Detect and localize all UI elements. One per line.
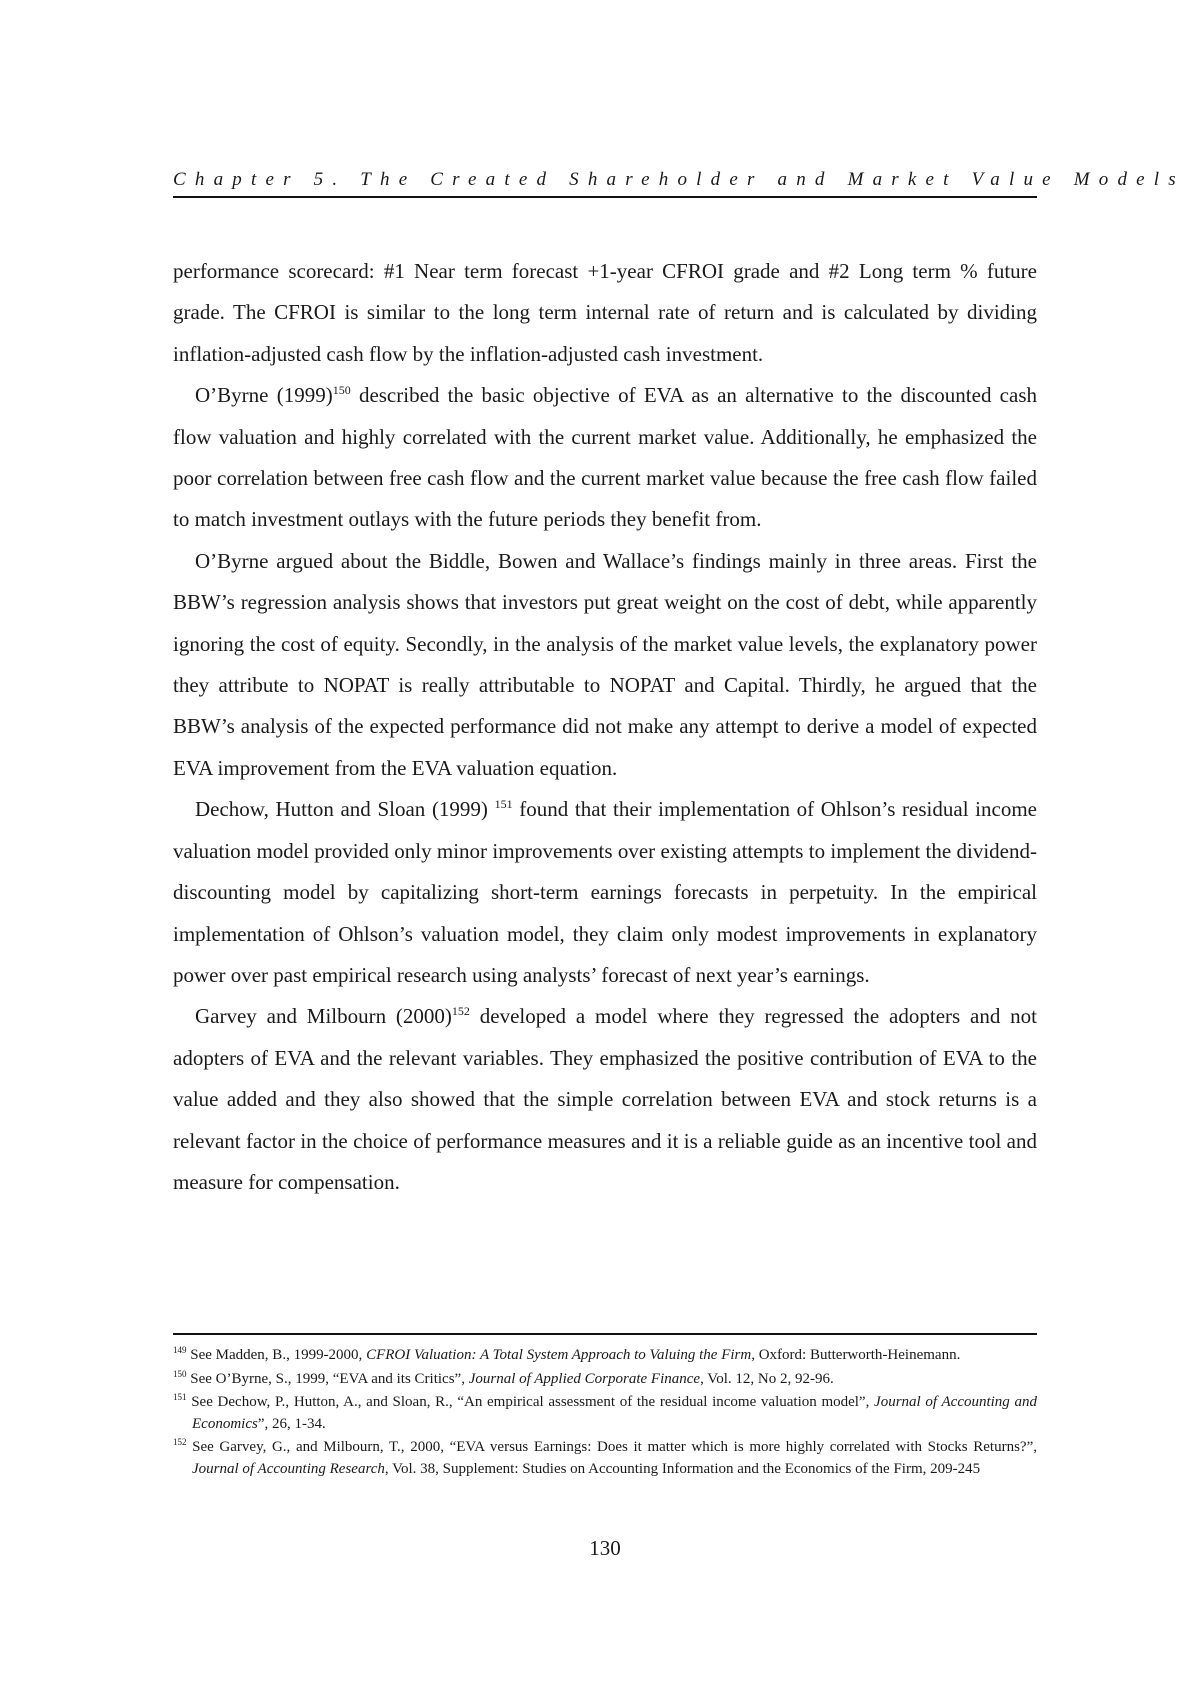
footnote-source-title: Journal of Accounting Research [192, 1460, 385, 1477]
footnote-text: See Dechow, P., Hutton, A., and Sloan, R., “An empirical assessment of the residual income valuation model”, [186, 1394, 875, 1410]
footnote-text: See Garvey, G., and Milbourn, T., 2000, “EVA versus Earnings: Does it matter which is more highly correlated with Stocks Returns?”, [186, 1439, 1037, 1455]
footnote-source-title: Journal of Applied Corporate Finance [468, 1370, 701, 1387]
paragraph-4 [173, 789, 1037, 996]
footnotes [173, 1345, 1037, 1482]
paragraph-4-lead: Dechow, Hutton and Sloan (1999) [195, 797, 495, 822]
footnote-text: See O’Byrne, S., 1999, “EVA and its Critics”, [186, 1370, 469, 1387]
footnote-rule [173, 1333, 1037, 1335]
paragraph-4-text: found that their implementation of Ohlson’s residual income valuation model provided only minor improvements over existing attempts to implement the dividend-discounting model by capitalizing short-term earnings forecasts in perpetuity. In the empirical implementation of Ohlson’s valuation model, they claim only modest improvements in explanatory power over past empirical research using analysts’ forecast of next year’s earnings. [173, 797, 1037, 987]
footnote-151 [173, 1392, 1037, 1435]
paragraph-5-lead: Garvey and Milbourn (2000) [195, 1004, 452, 1029]
document-page [173, 0, 1185, 1698]
paragraph-5-text: developed a model where they regressed the adopters and not adopters of EVA and the relevant variables. They emphasized the positive contribution of EVA to the value added and they also showed that the simple correlation between EVA and stock returns is a relevant factor in the choice of performance measures and it is a reliable guide as an incentive tool and measure for compensation. [173, 1004, 1037, 1194]
footnote-text: , Oxford: Butterworth-Heinemann. [751, 1347, 961, 1363]
footnote-marker: 150 [173, 1368, 187, 1379]
footnote-text: See Madden, B., 1999-2000, [186, 1347, 367, 1363]
footnote-text: , Vol. 38, Supplement: Studies on Accounting Information and the Economics of the Firm, 209-245 [384, 1460, 981, 1477]
footnote-text: ”, 26, 1-34. [257, 1415, 326, 1432]
paragraph-2-text: described the basic objective of EVA as an alternative to the discounted cash flow valuation and highly correlated with the current market value. Additionally, he emphasized the poor correlation between free cash flow and the current market value because the free cash flow failed to match investment outlays with the future periods they benefit from. [173, 383, 1037, 532]
footnote-marker: 151 [173, 1392, 187, 1402]
footnote-source-title: CFROI Valuation: A Total System Approach to Valuing the Firm [366, 1347, 752, 1363]
footnote-ref-151[interactable]: 151 [494, 797, 513, 812]
footnote-149 [173, 1345, 1037, 1367]
footnote-ref-150[interactable]: 150 [332, 383, 351, 398]
paragraph-3: O’Byrne argued about the Biddle, Bowen and Wallace’s findings mainly in three areas. First the BBW’s regression analysis shows that investors put great weight on the cost of debt, while apparently ignoring the cost of equity. Secondly, in the analysis of the market value levels, the explanatory power they attribute to NOPAT is really attributable to NOPAT and Capital. Thirdly, he argued that the BBW’s analysis of the expected performance did not make any attempt to derive a model of expected EVA improvement from the EVA valuation equation. [173, 548, 1037, 780]
body-text [173, 251, 1037, 1203]
footnote-150 [173, 1369, 1037, 1391]
paragraph-2-lead: O’Byrne (1999) [195, 383, 333, 408]
paragraph-5 [173, 996, 1037, 1203]
footnote-ref-152[interactable]: 152 [451, 1004, 470, 1019]
footnote-marker: 152 [173, 1437, 187, 1447]
footnote-marker: 149 [173, 1345, 187, 1355]
header-rule [173, 196, 1037, 198]
footnote-152 [173, 1437, 1037, 1480]
page-number: 130 [589, 1536, 621, 1560]
footnote-text: , Vol. 12, No 2, 92-96. [700, 1370, 834, 1387]
paragraph-1: performance scorecard: #1 Near term forecast +1-year CFROI grade and #2 Long term % future grade. The CFROI is similar to the long term internal rate of return and is calculated by dividing inflation-adjusted cash flow by the inflation-adjusted cash investment. [173, 259, 1037, 366]
running-header: Chapter 5. The Created Shareholder and Market Value Models [173, 169, 1185, 190]
footnote-source-title: Journal of Accounting and Economics [192, 1394, 1037, 1432]
paragraph-2 [173, 375, 1037, 541]
